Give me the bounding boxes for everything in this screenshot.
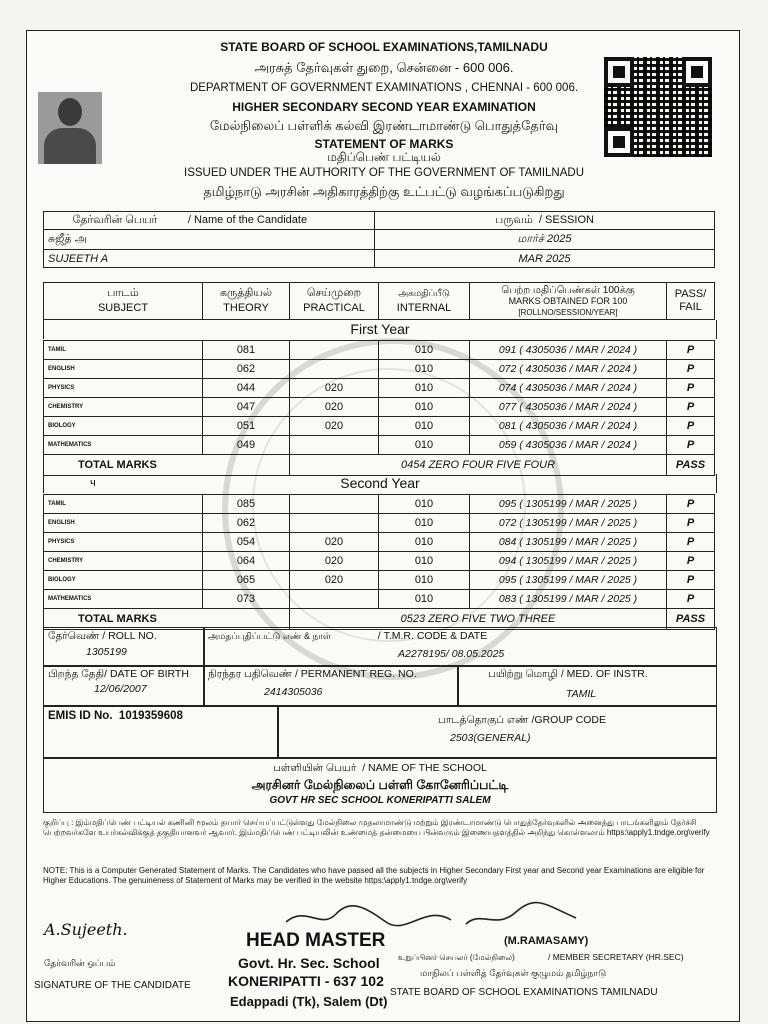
cell-obtained: 084 ( 1305199 / MAR / 2025 ) (470, 533, 667, 552)
cell-subject: PHYSICS (44, 533, 203, 552)
cell-result: P (667, 590, 715, 609)
col-theory-en: THEORY (223, 302, 269, 314)
first-year-title: First Year (43, 320, 717, 339)
group-label-en: /GROUP CODE (531, 714, 606, 726)
board-title-ta: அரசுத் தேர்வுகள் துறை, சென்னை - 600 006. (254, 60, 514, 75)
exam-title-en: HIGHER SECONDARY SECOND YEAR EXAMINATION (232, 100, 536, 114)
marks-row (44, 360, 715, 379)
cell-subject: CHEMISTRY (44, 398, 203, 417)
col-practical-ta: செய்முறை (306, 287, 362, 299)
first-year-table (43, 340, 715, 476)
cell-theory: 049 (203, 436, 290, 455)
authority-ta: தமிழ்நாடு அரசின் அதிகாரத்திற்கு உட்பட்டு வழங்கப்படுகிறது (203, 184, 565, 199)
cell-subject: MATHEMATICS (44, 590, 203, 609)
cell-theory: 064 (203, 552, 290, 571)
cell-result: P (667, 571, 715, 590)
cell-obtained: 074 ( 4305036 / MAR / 2024 ) (470, 379, 667, 398)
cell-result: P (667, 514, 715, 533)
cell-obtained: 095 ( 1305199 / MAR / 2025 ) (470, 495, 667, 514)
session-en: MAR 2025 (375, 250, 715, 268)
group-box (277, 705, 717, 759)
cell-theory: 062 (203, 514, 290, 533)
cell-subject: ENGLISH (44, 360, 203, 379)
sy-total-value: 0523 ZERO FIVE TWO THREE (290, 609, 667, 630)
cell-obtained: 091 ( 4305036 / MAR / 2024 ) (470, 341, 667, 360)
hm-taluk: Edappadi (Tk), Salem (Dt) (230, 994, 388, 1009)
cell-internal: 010 (379, 552, 470, 571)
session-label-en: / SESSION (538, 213, 594, 226)
cell-internal: 010 (379, 590, 470, 609)
cell-theory: 047 (203, 398, 290, 417)
cell-result: P (667, 379, 715, 398)
cell-theory: 044 (203, 379, 290, 398)
candidate-signature: A.Sujeeth. (44, 920, 128, 939)
statement-title-ta: மதிப்பெண் பட்டியல் (327, 150, 441, 164)
fy-total-label: TOTAL MARKS (44, 455, 290, 476)
cell-practical: 020 (290, 552, 379, 571)
cell-obtained: 081 ( 4305036 / MAR / 2024 ) (470, 417, 667, 436)
cell-internal: 010 (379, 533, 470, 552)
cell-theory: 062 (203, 360, 290, 379)
tmr-box (203, 627, 717, 667)
cell-practical (290, 360, 379, 379)
tmr-value: A2278195/ 08.05.2025 (398, 648, 505, 660)
tmr-label-ta: அமதப்புதிப்பட்டு எண் & நாள் (208, 631, 332, 641)
cell-practical (290, 341, 379, 360)
second-year-table (43, 494, 715, 630)
medium-label-ta: பயிற்று மொழி (488, 668, 558, 680)
exam-title-ta: மேல்நிலைப் பள்ளிக் கல்வி இரண்டாமாண்டு பொதுத்தேர்வு (209, 118, 559, 133)
marks-header (43, 282, 715, 320)
cell-subject: MATHEMATICS (44, 436, 203, 455)
col-internal-en: INTERNAL (396, 302, 452, 314)
col-obtained-sub: [ROLLNO/SESSION/YEAR] (518, 307, 618, 317)
cell-practical (290, 495, 379, 514)
cell-internal: 010 (379, 436, 470, 455)
cell-subject: PHYSICS (44, 379, 203, 398)
board-sign-ta: மாநிலப் பள்ளித் தேர்வுகள் குழுமம் தமிழ்நாடு (420, 968, 607, 978)
cell-result: P (667, 533, 715, 552)
cell-theory: 054 (203, 533, 290, 552)
name-label-en: / Name of the Candidate (187, 213, 308, 226)
reg-box (203, 665, 459, 707)
school-en: GOVT HR SEC SCHOOL KONERIPATTI SALEM (269, 795, 491, 806)
cell-obtained: 095 ( 1305199 / MAR / 2025 ) (470, 571, 667, 590)
cell-internal: 010 (379, 495, 470, 514)
cell-subject: BIOLOGY (44, 417, 203, 436)
cell-theory: 081 (203, 341, 290, 360)
second-year-title: Second Year (340, 475, 420, 491)
name-label-ta: தேர்வரின் பெயர் (72, 213, 158, 226)
note-en: NOTE: This is a Computer Generated Statement of Marks. The Candidates who have passed all the subjects in Higher Secondary First year and Second year Examinations are eligible for Higher Educations. The genuineness of Statement of Marks may be verified in the website https:\apply1.tndge.org\verify (43, 866, 705, 885)
dob-label-ta: பிறந்த தேதி (48, 668, 105, 680)
col-practical-en: PRACTICAL (303, 302, 365, 314)
cell-result: P (667, 552, 715, 571)
cell-theory: 051 (203, 417, 290, 436)
second-year-mark: ч (90, 477, 96, 489)
marks-row (44, 533, 715, 552)
school-label-ta: பள்ளியின் பெயர் (273, 762, 357, 774)
name-en: SUJEETH A (44, 250, 375, 268)
reg-label-en: / PERMANENT REG. NO. (294, 668, 417, 680)
cell-internal: 010 (379, 514, 470, 533)
marks-row (44, 495, 715, 514)
col-obtained-en: MARKS OBTAINED FOR 100 (508, 295, 628, 306)
hm-school: Govt. Hr. Sec. School (238, 955, 380, 971)
dob-label-en: / DATE OF BIRTH (104, 668, 189, 680)
cell-internal: 010 (379, 417, 470, 436)
cell-internal: 010 (379, 341, 470, 360)
col-passfail-2: FAIL (679, 301, 702, 313)
member-label-ta: உறுப்பினர் செயலர் (மேல்நிலை) (398, 953, 515, 962)
col-passfail-1: PASS/ (674, 288, 707, 300)
cell-result: P (667, 436, 715, 455)
cell-obtained: 059 ( 4305036 / MAR / 2024 ) (470, 436, 667, 455)
cell-theory: 085 (203, 495, 290, 514)
school-box (43, 757, 717, 813)
roll-label-en: / ROLL NO. (102, 630, 157, 642)
cell-obtained: 072 ( 4305036 / MAR / 2024 ) (470, 360, 667, 379)
col-subject-ta: பாடம் (107, 287, 139, 299)
note-ta: குறிப்பு : இம்மதிப்பெண் பட்டியல் கணினி மூலம் தயார் செய்யப்பட்டுள்ளது மேல்நிலை முதலாமாண்டு மற்றும் இரண்டாமாண்டு பொதுத்தேர்வுகளில் அனைத்து பாடங்களிலும் தேர்ச்சி பெற்றவர்களே உயர்கல்விக்குத் தகுதியானவர் ஆவார். இம்மதிப்பெண் பட்டியலின் உண்மைத் தன்மையை பின்வரும் இணையதளத்தில் அறிந்து கொள்ளலாம் https:\apply1.tndge.org\verify (43, 818, 710, 837)
col-subject-en: SUBJECT (97, 302, 149, 314)
cell-subject: TAMIL (44, 341, 203, 360)
cell-internal: 010 (379, 571, 470, 590)
cell-result: P (667, 495, 715, 514)
col-obtained-ta: பெற்ற மதிப்பெண்கள் 100க்கு (501, 284, 635, 296)
cell-practical: 020 (290, 398, 379, 417)
cell-practical (290, 590, 379, 609)
fy-total-result: PASS (667, 455, 715, 476)
marks-row (44, 398, 715, 417)
cell-subject: CHEMISTRY (44, 552, 203, 571)
cell-obtained: 094 ( 1305199 / MAR / 2025 ) (470, 552, 667, 571)
cell-subject: ENGLISH (44, 514, 203, 533)
cell-obtained: 083 ( 1305199 / MAR / 2025 ) (470, 590, 667, 609)
session-label-ta: பருவம் (495, 213, 533, 226)
sy-total-label: TOTAL MARKS (44, 609, 290, 630)
emis-label: EMIS ID No. (48, 710, 113, 722)
cell-theory: 073 (203, 590, 290, 609)
cell-practical: 020 (290, 417, 379, 436)
medium-box (457, 665, 717, 707)
cell-practical (290, 436, 379, 455)
cell-internal: 010 (379, 398, 470, 417)
cell-obtained: 077 ( 4305036 / MAR / 2024 ) (470, 398, 667, 417)
sy-total-result: PASS (667, 609, 715, 630)
candidate-table (43, 211, 715, 268)
emis-box (43, 705, 279, 759)
marks-row (44, 436, 715, 455)
marks-row (44, 571, 715, 590)
cell-obtained: 072 ( 1305199 / MAR / 2025 ) (470, 514, 667, 533)
second-year-title-row (43, 474, 717, 493)
authority-en: ISSUED UNDER THE AUTHORITY OF THE GOVERNMENT OF TAMILNADU (184, 167, 584, 179)
session-ta: மார்ச் 2025 (375, 230, 715, 250)
hm-title: HEAD MASTER (246, 930, 386, 951)
cell-result: P (667, 360, 715, 379)
cell-internal: 010 (379, 379, 470, 398)
school-ta: அரசினர் மேல்நிலைப் பள்ளி கோனேரிப்பட்டி (251, 778, 509, 792)
marks-row (44, 590, 715, 609)
emis-id: 1019359608 (118, 710, 183, 722)
col-internal-ta: அகமதிப்பீடு (398, 288, 450, 298)
group-label-ta: பாடத்தொகுப் எண் (438, 714, 529, 726)
medium-label-en: / MED. OF INSTR. (560, 668, 648, 680)
name-ta: சுஜீத் அ (44, 230, 375, 250)
dob-box (43, 665, 205, 707)
member-label-en: / MEMBER SECRETARY (HR.SEC) (548, 952, 684, 962)
cell-practical: 020 (290, 571, 379, 590)
cell-practical (290, 514, 379, 533)
cell-subject: BIOLOGY (44, 571, 203, 590)
candidate-sign-label-ta: தேர்வரின் ஒப்பம் (44, 958, 116, 968)
dob-value: 12/06/2007 (94, 683, 147, 695)
marks-row (44, 514, 715, 533)
cell-result: P (667, 398, 715, 417)
cell-theory: 065 (203, 571, 290, 590)
reg-label-ta: நிரந்தர பதிவெண் (208, 668, 293, 680)
member-name: (M.RAMASAMY) (504, 935, 589, 947)
reg-no: 2414305036 (264, 686, 323, 698)
school-label-en: / NAME OF THE SCHOOL (362, 762, 487, 774)
marks-row (44, 417, 715, 436)
group-code: 2503(GENERAL) (450, 732, 531, 744)
roll-box (43, 627, 205, 667)
board-title-en: STATE BOARD OF SCHOOL EXAMINATIONS,TAMILNADU (220, 40, 548, 54)
col-theory-ta: கருத்தியல் (220, 287, 272, 299)
marks-row (44, 379, 715, 398)
statement-title-en: STATEMENT OF MARKS (314, 137, 454, 151)
cell-subject: TAMIL (44, 495, 203, 514)
cell-result: P (667, 341, 715, 360)
tmr-label-en: / T.M.R. CODE & DATE (377, 630, 488, 642)
cell-practical: 020 (290, 533, 379, 552)
marks-row (44, 552, 715, 571)
hm-place: KONERIPATTI - 637 102 (228, 973, 384, 989)
cell-practical: 020 (290, 379, 379, 398)
medium-value: TAMIL (566, 688, 597, 700)
board-sign-en: STATE BOARD OF SCHOOL EXAMINATIONS TAMILNADU (390, 987, 658, 998)
cell-internal: 010 (379, 360, 470, 379)
roll-label-ta: தேர்வெண் (48, 630, 100, 642)
candidate-sign-label-en: SIGNATURE OF THE CANDIDATE (34, 980, 191, 991)
fy-total-value: 0454 ZERO FOUR FIVE FOUR (290, 455, 667, 476)
roll-no: 1305199 (86, 646, 127, 658)
marks-row (44, 341, 715, 360)
cell-result: P (667, 417, 715, 436)
department-title: DEPARTMENT OF GOVERNMENT EXAMINATIONS , CHENNAI - 600 006. (189, 82, 579, 94)
